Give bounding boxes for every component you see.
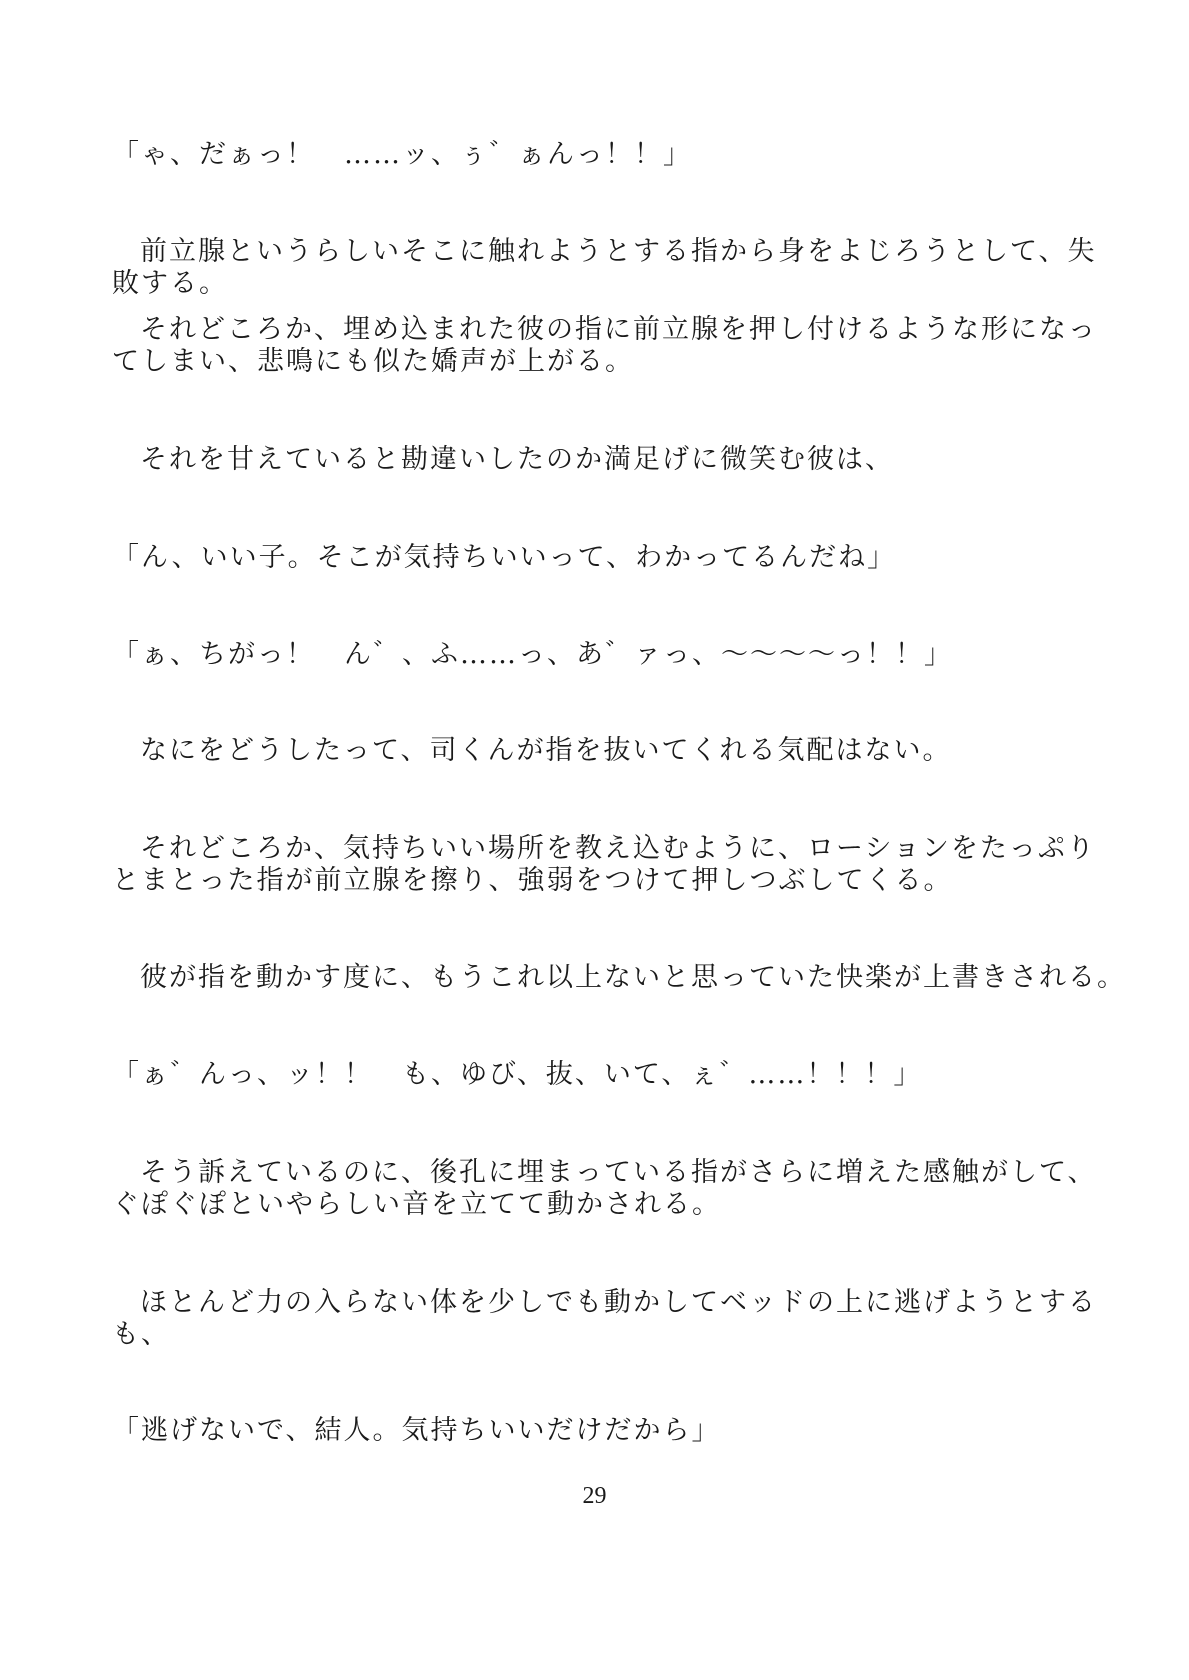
paragraph-line: なにをどうしたって、司くんが指を抜いてくれる気配はない。 <box>140 735 952 766</box>
dialogue-line: 「逃げないで、結人。気持ちいいだけだから」 <box>112 1415 721 1446</box>
dialogue-line: 「ん、いい子。そこが気持ちいいって、わかってるんだね」 <box>112 542 897 573</box>
paragraph-line: 敗する。 <box>112 268 228 299</box>
paragraph-line: も、 <box>112 1319 170 1350</box>
paragraph-line: それどころか、気持ちいい場所を教え込むように、ローションをたっぷり <box>140 833 1096 864</box>
paragraph-line: とまとった指が前立腺を擦り、強弱をつけて押しつぶしてくる。 <box>112 865 953 896</box>
paragraph-line: それどころか、埋め込まれた彼の指に前立腺を押し付けるような形になっ <box>140 314 1097 345</box>
paragraph-line: そう訴えているのに、後孔に埋まっている指がさらに増えた感触がして、 <box>140 1157 1097 1188</box>
paragraph-line: 彼が指を動かす度に、もうこれ以上ないと思っていた快楽が上書きされる。 <box>140 962 1126 993</box>
paragraph-line: それを甘えていると勘違いしたのか満足げに微笑む彼は、 <box>140 444 894 475</box>
paragraph-line: ほとんど力の入らない体を少しでも動かしてベッドの上に逃げようとする <box>140 1287 1097 1318</box>
paragraph-line: ぐぽぐぽといやらしい音を立てて動かされる。 <box>112 1189 721 1220</box>
dialogue-line: 「ぁ゛んっ、ッ！！ も、ゆび、抜、いて、ぇ゛……！！！」 <box>112 1059 923 1090</box>
dialogue-line: 「ぁ、ちがっ！ ん゛、ふ……っ、あ゛ァっ、〜〜〜〜っ！！」 <box>112 639 953 670</box>
page-number: 29 <box>582 1483 607 1509</box>
paragraph-line: 前立腺というらしいそこに触れようとする指から身をよじろうとして、失 <box>140 236 1097 267</box>
dialogue-line: 「ゃ、だぁっ！ ……ッ、ぅ゛ぁんっ！！」 <box>112 139 692 170</box>
paragraph-line: てしまい、悲鳴にも似た嬌声が上がる。 <box>112 346 634 377</box>
